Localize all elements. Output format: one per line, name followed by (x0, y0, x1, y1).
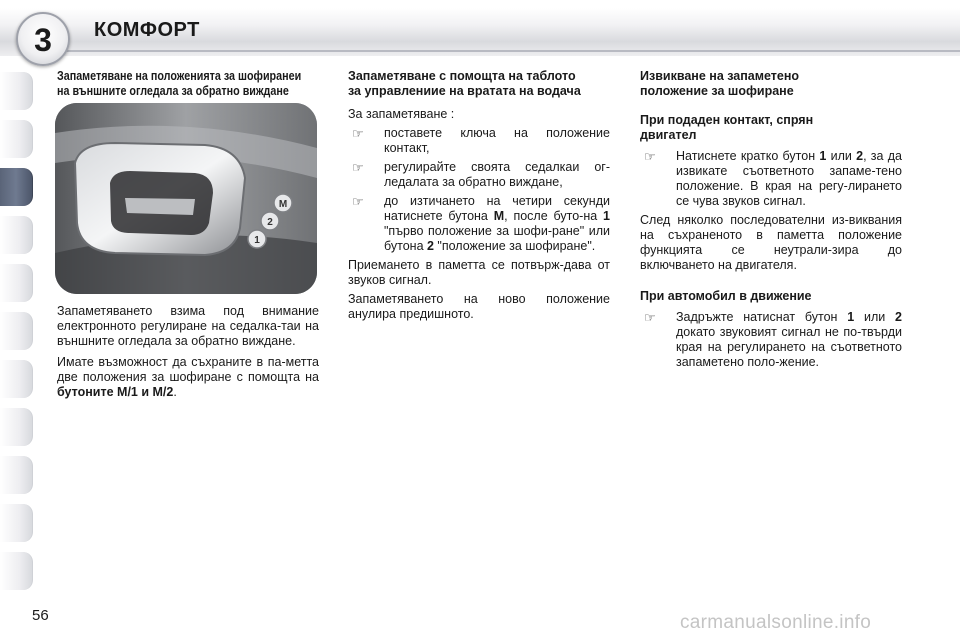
chapter-tab-5[interactable] (0, 264, 33, 302)
chapter-title: КОМФОРТ (94, 19, 200, 41)
list-item (640, 149, 902, 209)
column-middle (348, 69, 610, 322)
door-panel-photo (55, 103, 317, 294)
watermark: carmanualsonline.info (680, 612, 872, 633)
chapter-tab-7[interactable] (0, 360, 33, 398)
heading-line: Запаметяване на положенията за шофиранеи (57, 69, 302, 83)
bold-span: 2 (895, 310, 902, 324)
chapter-tab-11[interactable] (0, 552, 33, 590)
chapter-badge (16, 12, 70, 66)
list-item-text: регулирайте своята седалкаи ог-ледалата за обратно виждане, (384, 160, 610, 189)
text-span: или (854, 310, 896, 324)
paragraph-memory-intro: Запаметяването взима под внимание електронното регулиране на седалка-таи на външните огледала за обратно виждане. (57, 304, 319, 348)
column-left (57, 69, 319, 99)
chapter-number: 3 (34, 22, 52, 58)
paragraph-neutralize: След няколко последователни из-виквания на съхраненото в паметта положение функцията се неутрали-зира до включването на двигателя. (640, 213, 902, 272)
heading-line: за управлениие на вратата на водача (348, 84, 581, 98)
bold-span: 1 (819, 149, 827, 163)
hand-pointer-icon: ☞ (352, 160, 364, 175)
list-item (348, 194, 610, 254)
heading-line: на външните огледала за обратно виждане (57, 84, 289, 98)
text-span: "първо положение за шофи-ране" или бутона (384, 224, 610, 253)
hand-pointer-icon: ☞ (644, 149, 656, 164)
text-span: , после буто-на (504, 209, 604, 223)
heading-line: Запаметяване с помощта на таблото (348, 69, 576, 83)
text-span: . (173, 385, 177, 399)
text-span: докато звуковият сигнал не по-твърди края на регулирането на съответното запаметено поло-жение. (676, 325, 902, 369)
list-item-text: поставете ключа на положение контакт, (384, 126, 610, 155)
svg-text:1: 1 (254, 235, 260, 246)
chapter-tab-10[interactable] (0, 504, 33, 542)
chapter-tab-3-active[interactable] (0, 168, 33, 206)
hand-pointer-icon: ☞ (352, 126, 364, 141)
hand-pointer-icon: ☞ (352, 194, 364, 209)
bold-span: бутоните М/1 и М/2 (57, 385, 174, 399)
list-item (348, 160, 610, 190)
svg-text:2: 2 (267, 217, 273, 228)
paragraph-cancel: Запаметяването на ново положение анулира предишното. (348, 292, 610, 321)
paragraph-confirmation: Приемането в паметта се потвърж-дава от звуков сигнал. (348, 258, 610, 287)
text-span: "положение за шофиране". (433, 239, 596, 253)
text-span: или (826, 149, 857, 163)
chapter-tab-9[interactable] (0, 456, 33, 494)
subheading-engine-stopped (640, 113, 902, 143)
section-heading-memory (57, 69, 337, 99)
hand-pointer-icon: ☞ (644, 310, 656, 325)
list-item (348, 126, 610, 156)
memory-button-m (274, 194, 292, 212)
text-span: Задръжте натиснат бутон (676, 310, 848, 324)
text-span: Имате възможност да съхраните в па-метта две положения за шофиране с помощта на (57, 355, 319, 384)
page-header (0, 0, 960, 64)
section-heading-dashboard (348, 69, 610, 99)
section-heading-recall (640, 69, 902, 99)
bold-span: 1 (847, 310, 855, 324)
chapter-tab-1[interactable] (0, 72, 33, 110)
text-span: , за да извикате съответното запаме-тено положение. В края на регу-лирането се чува звуков сигнал. (676, 149, 902, 208)
bold-span: 2 (856, 149, 864, 163)
text-span: Натиснете кратко бутон (676, 149, 820, 163)
heading-line: При подаден контакт, спрян (640, 113, 814, 127)
chapter-tab-6[interactable] (0, 312, 33, 350)
heading-line: положение за шофиране (640, 84, 794, 98)
paragraph-memory-positions (57, 355, 319, 400)
bold-span: 2 (427, 239, 434, 253)
heading-line: двигател (640, 128, 697, 142)
chapter-tabs (0, 64, 34, 580)
svg-text:M: M (278, 199, 288, 210)
bold-span: M (493, 209, 505, 223)
header-rule (60, 50, 960, 52)
paragraph-intro: За запаметяване : (348, 107, 455, 121)
memory-button-2 (261, 212, 279, 230)
memory-button-1 (248, 230, 266, 248)
heading-line: Извикване на запаметено (640, 69, 800, 83)
door-panel-illustration (55, 103, 317, 294)
page-number: 56 (32, 607, 49, 624)
chapter-tab-2[interactable] (0, 120, 33, 158)
column-left-body (57, 304, 319, 400)
column-right (640, 69, 902, 370)
chapter-tab-8[interactable] (0, 408, 33, 446)
text-span: до изтичането на четири секунди натиснете бутона (384, 194, 610, 223)
chapter-tab-4[interactable] (0, 216, 33, 254)
list-item (640, 310, 902, 370)
subheading-driving: При автомобил в движение (640, 289, 812, 303)
bold-span: 1 (603, 209, 610, 223)
